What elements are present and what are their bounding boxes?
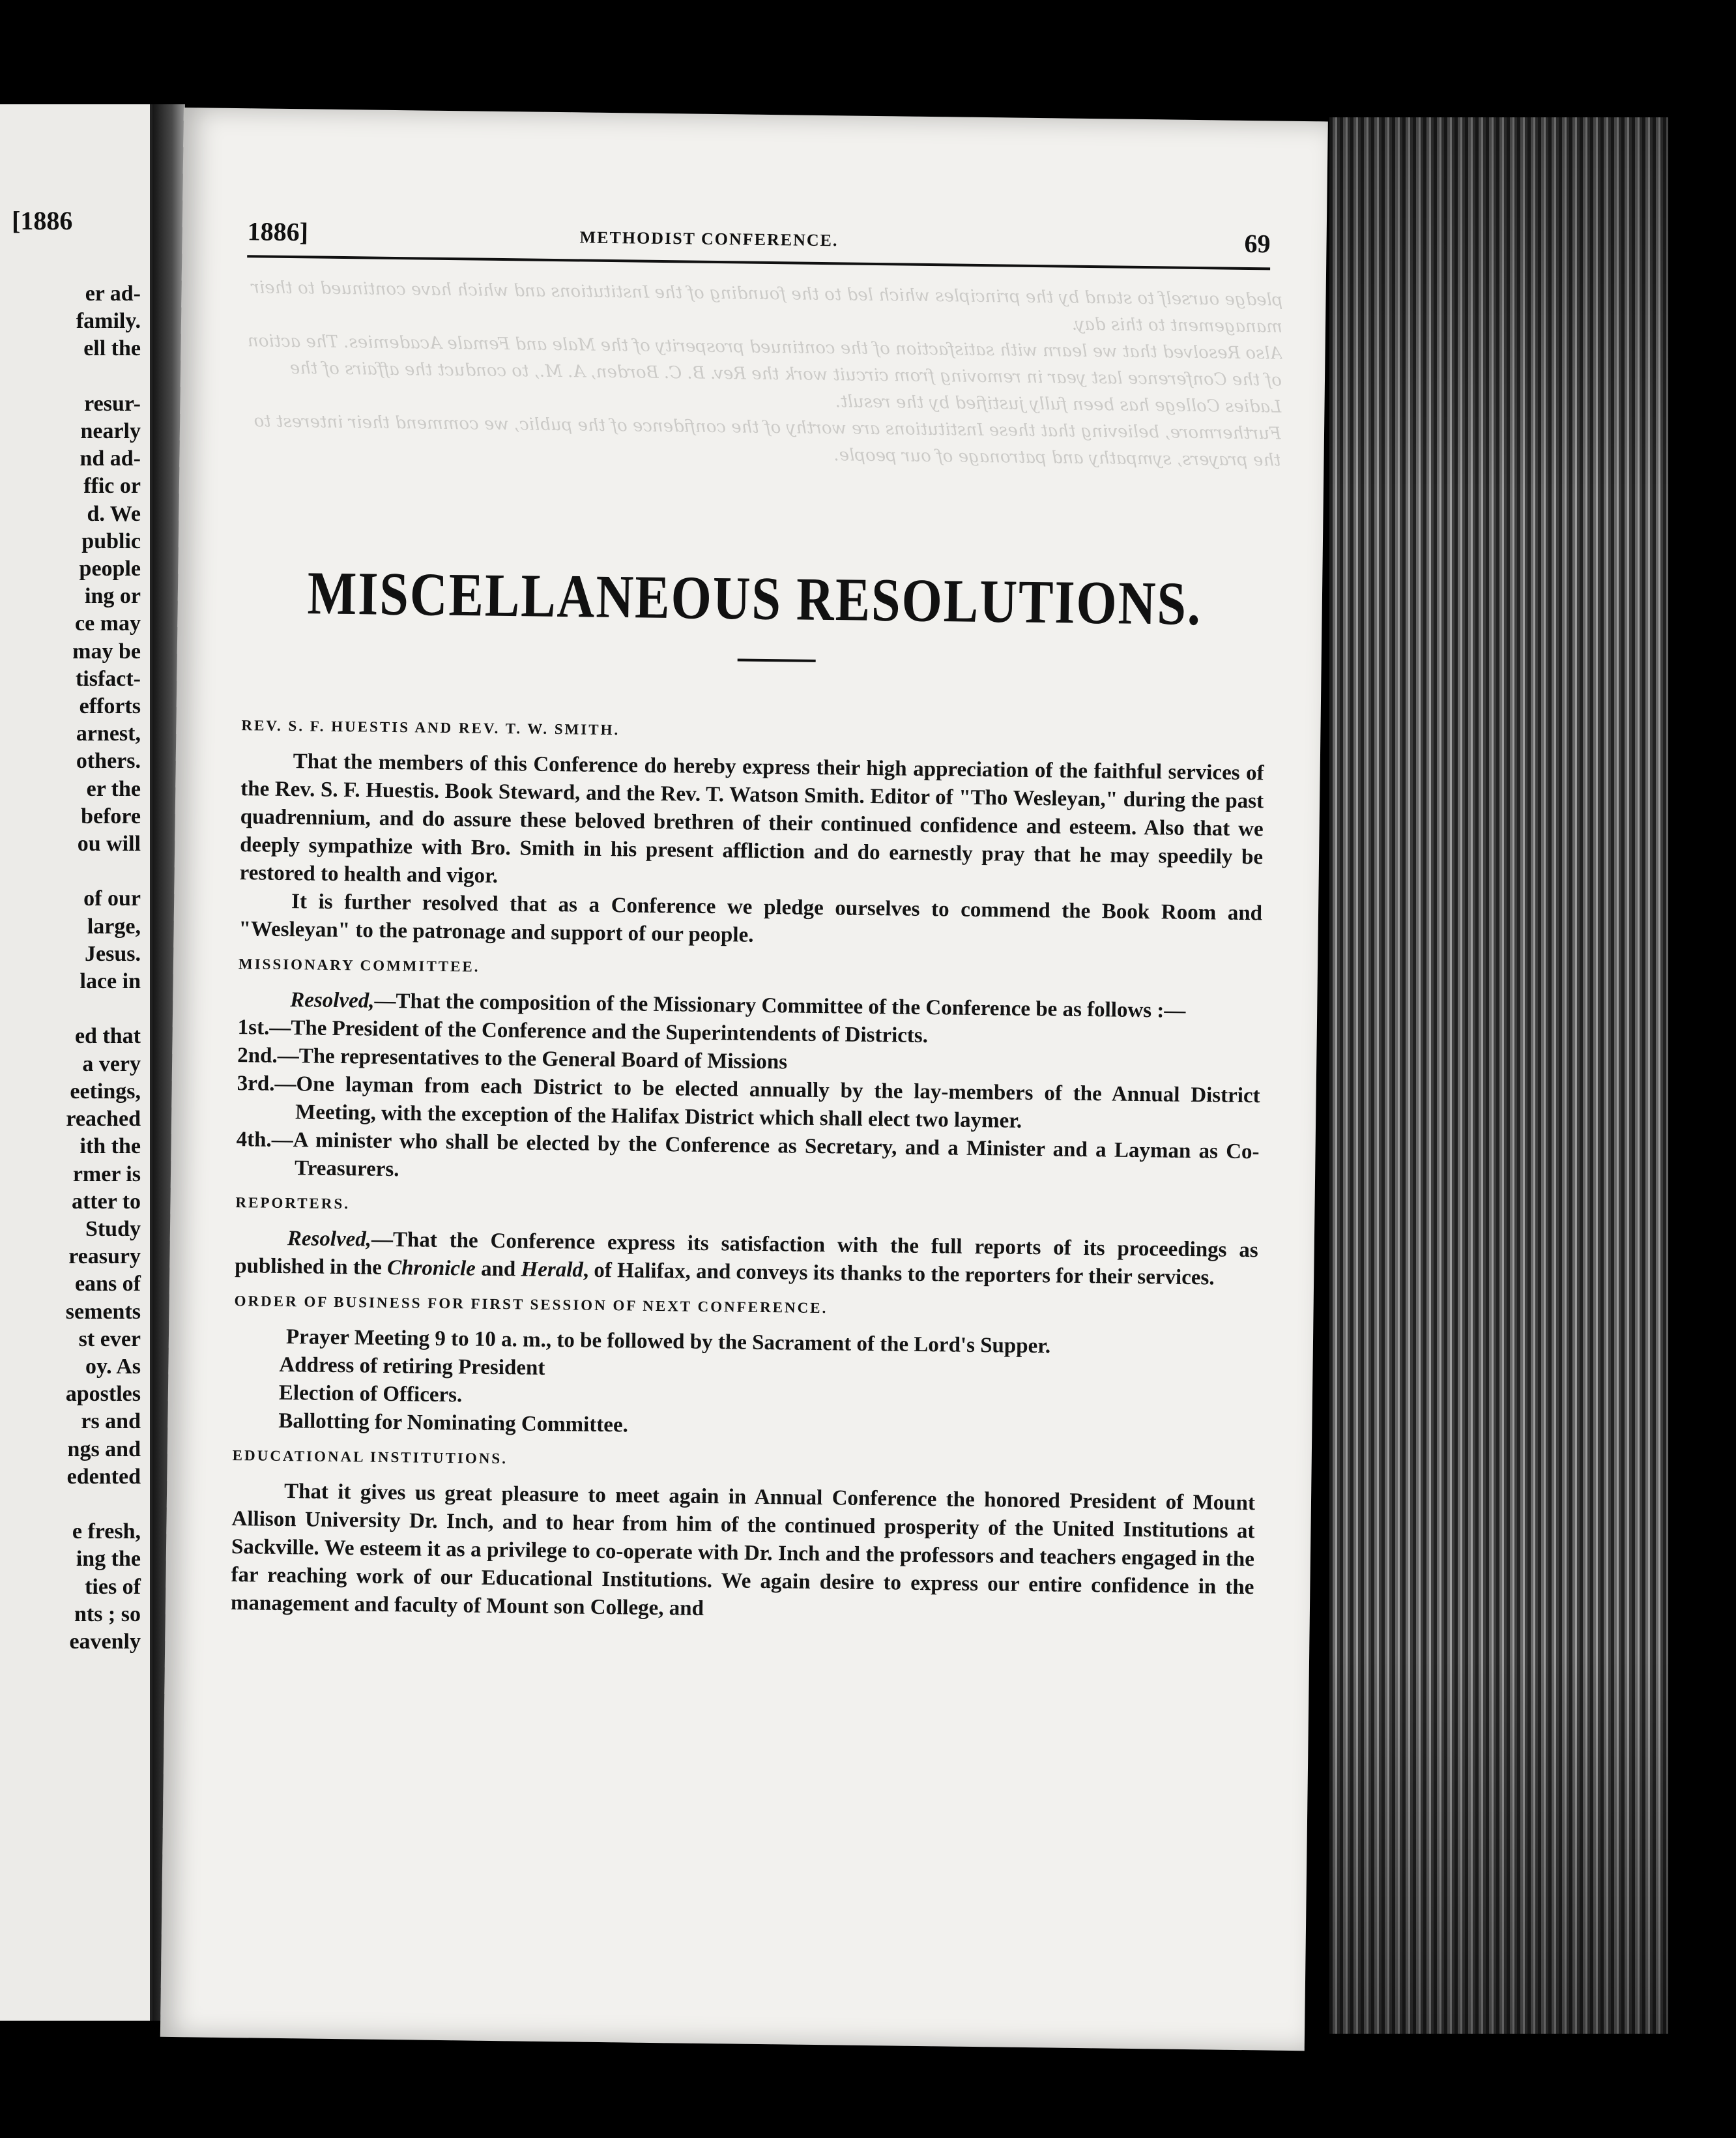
resolved-label: Resolved, <box>290 988 375 1013</box>
facing-page-line: others. <box>76 749 141 774</box>
list-item: 3rd.—One layman from each District to be elected annually by the lay-members of the Annual District Meeting, with the exception of the Halifax District which shall elect two laymer. <box>237 1072 1260 1133</box>
facing-page-line <box>66 363 141 390</box>
facing-page-line <box>66 858 141 885</box>
facing-page-line: atter to <box>71 1189 141 1214</box>
list-item: 2nd.—The representatives to the General Board of Missions <box>237 1044 788 1074</box>
facing-page-line: ed that <box>74 1024 141 1049</box>
section-heading-missionary: MISSIONARY COMMITTEE. <box>238 956 480 975</box>
facing-page-line: ell the <box>83 336 141 361</box>
resolved-label: Resolved, <box>287 1227 372 1252</box>
facing-page-line: Study <box>85 1216 141 1241</box>
list-item: 4th.—A minister who shall be elected by the Conference as Secretary, and a Minister and a Layman as Co-Treasurers. <box>236 1128 1260 1182</box>
facing-page-line: arnest, <box>76 722 141 746</box>
list-item: Election of Officers. <box>278 1381 463 1407</box>
paragraph-huestis-2: It is further resolved that as a Conference we pledge ourselves to commend the Book Room and "Wesleyan" to the patronage and support of our people. <box>239 890 1263 947</box>
facing-page-line: d. We <box>87 501 141 526</box>
facing-page-line: ffic or <box>83 474 141 499</box>
facing-page-line: rmer is <box>72 1162 141 1186</box>
facing-page-line: tisfact- <box>75 666 141 691</box>
facing-page-line: eavenly <box>69 1629 141 1654</box>
book-page <box>160 108 1328 2051</box>
list-item: Address of retiring President <box>279 1353 545 1380</box>
missionary-intro-text: —That the composition of the Missionary Committee of the Conference be as follows :— <box>374 989 1186 1023</box>
page-edges-shade <box>1329 117 1668 2034</box>
facing-page-line: public <box>81 529 141 553</box>
paragraph-reporters <box>235 1224 1258 1293</box>
chronicle-title: Chronicle <box>386 1255 476 1281</box>
running-head <box>247 216 1271 270</box>
page-title: MISCELLANEOUS RESOLUTIONS. <box>307 559 1202 639</box>
herald-title: Herald <box>521 1257 584 1282</box>
facing-page-line: ing or <box>85 584 141 609</box>
facing-page-line: ties of <box>85 1574 141 1599</box>
running-head-year: 1886] <box>247 216 309 247</box>
running-head-title: METHODIST CONFERENCE. <box>579 227 839 250</box>
paragraph-huestis-1: That the members of this Conference do hereby express their high appreciation of the faithful services of the Rev. S. F. Huestis. Book Steward, and the Rev. T. Watson Smith. Editor of "Tho Wesleyan," during the past quadrennium, and do assure these beloved brethren of their continued confidence and esteem. Also that we deeply sympathize with Bro. Smith in his present affliction and do earnestly pray that he may speedily be restored to health and vigor. <box>239 750 1264 888</box>
facing-page-line: e fresh, <box>72 1519 141 1544</box>
facing-page-line: eans of <box>74 1272 141 1296</box>
facing-page-line: eetings, <box>70 1079 141 1104</box>
facing-page-line: edented <box>66 1464 141 1489</box>
facing-page-line: er the <box>86 776 141 801</box>
reporters-and: and <box>475 1257 521 1281</box>
facing-page-line: resur- <box>84 391 141 416</box>
facing-page-line: lace in <box>80 969 141 994</box>
page-number: 69 <box>1244 228 1271 259</box>
paragraph-educational: That it gives us great pleasure to meet again in Annual Conference the honored President of Mount Allison University Dr. Inch, and to hear from him of the continued prosperity of the United Institutions at Sackville. We esteem it as a privilege to co-operate with Dr. Inch and the professors and teachers engaged in the far reaching work of our Educational Institutions. We again desire to express our entire confidence in the management and faculty of Mount son College, and <box>230 1480 1256 1620</box>
facing-page-line: reasury <box>68 1244 141 1269</box>
facing-page-line: people <box>79 557 141 581</box>
facing-page-line: large, <box>87 914 141 939</box>
section-heading-reporters: REPORTERS. <box>235 1194 351 1212</box>
list-item: 1st.—The President of the Conference and the Superintendents of Districts. <box>237 1016 929 1048</box>
section-heading-huestis: REV. S. F. HUESTIS AND REV. T. W. SMITH. <box>241 717 620 739</box>
facing-page-line: may be <box>72 639 141 664</box>
facing-page-line: oy. As <box>85 1354 141 1379</box>
reporters-text-b: , of Halifax, and conveys its thanks to the reporters for their services. <box>583 1258 1215 1290</box>
facing-page-line: ou will <box>77 832 141 857</box>
facing-page-line: ngs and <box>67 1437 141 1461</box>
facing-page-line: apostles <box>65 1382 141 1407</box>
facing-page-line: ith the <box>80 1134 141 1159</box>
body-text <box>231 705 1265 1630</box>
facing-page-line <box>66 995 141 1023</box>
section-heading-order: ORDER OF BUSINESS FOR FIRST SESSION OF NEXT CONFERENCE. <box>234 1293 828 1317</box>
section-heading-educational: EDUCATIONAL INSTITUTIONS. <box>232 1447 508 1467</box>
facing-page-line: ce may <box>74 611 141 636</box>
paragraph-order-intro: Prayer Meeting 9 to 10 a. m., to be followed by the Sacrament of the Lord's Supper. <box>285 1325 1051 1358</box>
list-item: Ballotting for Nominating Committee. <box>278 1409 629 1437</box>
facing-page-line: Jesus. <box>85 941 141 966</box>
facing-page-line: reached <box>66 1107 141 1132</box>
facing-page-line: efforts <box>79 694 141 719</box>
facing-page-line: nd ad- <box>80 447 141 471</box>
reporters-text-a: —That the Conference express its satisfaction with the full reports of its proceedings as published in the <box>235 1227 1258 1280</box>
facing-page-line: a very <box>82 1051 141 1076</box>
facing-page-year: [1886 <box>12 206 73 235</box>
facing-page-line: family. <box>76 309 141 334</box>
bleed-through-text: pledge ourself to stand by the principles which led to the founding of the Institutions and which have continued to their management to this day. Also Resolved that we learn with satisfaction of the continued prosperity of the Male and Female Academies. The action of the Conference last year in removing from circuit work the Rev. B. C. Borden, A. M., to conduct the affairs of the Ladies College has been fully justified by the result. Furthermore, believing that these Institutions are worthy of the confidence of the public, we commend their interest to the prayers, sympathy and patronage of our people. <box>242 278 1283 471</box>
facing-page-line: st ever <box>78 1326 141 1351</box>
facing-page-text <box>66 280 141 1656</box>
facing-page-line: nts ; so <box>74 1602 141 1626</box>
facing-page-line: nearly <box>80 419 141 444</box>
facing-page-fragment <box>0 104 152 2021</box>
facing-page-line: of our <box>83 886 141 911</box>
facing-page-line: ing the <box>76 1547 141 1572</box>
facing-page-line: er ad- <box>85 282 141 306</box>
facing-page-line: sements <box>65 1299 141 1324</box>
facing-page-line: before <box>81 804 141 828</box>
facing-page-line: rs and <box>81 1409 141 1434</box>
facing-page-line <box>66 1491 141 1518</box>
